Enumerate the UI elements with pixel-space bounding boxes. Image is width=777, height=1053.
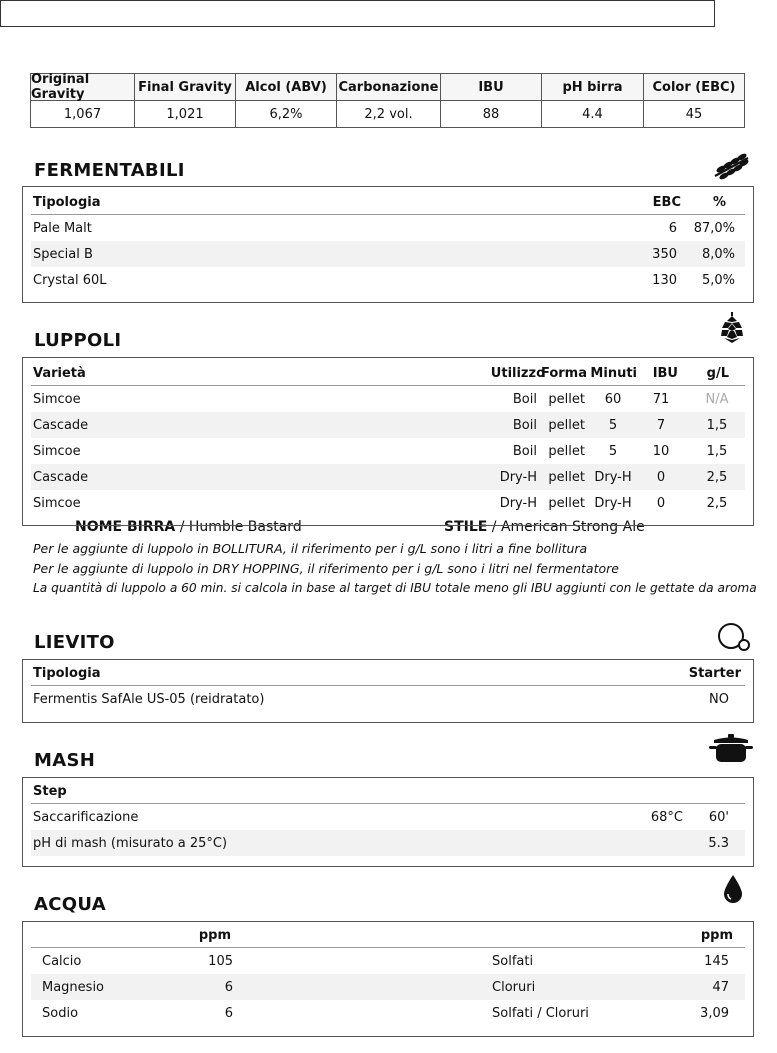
table-row [31,438,745,464]
table-row [31,1000,745,1026]
hop-form: pellet [548,469,585,485]
hop-icon [718,310,746,344]
stat-value: 2,2 vol. [364,106,413,122]
col-header-ppm-right: ppm [700,928,733,943]
stat-label: Original Gravity [31,74,134,101]
col-header-step: Step [33,784,67,799]
hop-name: Simcoe [33,391,81,407]
table-row [31,215,745,241]
table-row [31,948,745,974]
water-ion-name: Solfati / Cloruri [492,1005,589,1021]
stat-abv [236,74,337,127]
lievito-table [22,659,754,723]
stat-value: 88 [482,106,500,122]
yeast-icon [716,621,752,653]
hop-use: Boil [512,443,537,459]
malt-name: Special B [33,246,93,262]
hop-minutes: 5 [608,443,618,459]
table-row [31,241,745,267]
mash-step-time: 60' [708,809,729,825]
water-ion-value: 145 [704,953,729,969]
stat-label: Alcol (ABV) [236,74,336,101]
water-ion-value: 6 [224,979,233,995]
col-header-gl: g/L [706,365,729,381]
malt-pct: 5,0% [701,272,735,288]
mash-step-time: 5.3 [708,835,729,851]
table-row [31,267,745,293]
malt-pct: 8,0% [701,246,735,262]
col-header-minuti: Minuti [590,365,637,381]
stat-color [644,74,744,127]
hop-gl: 2,5 [706,469,728,485]
table-header [31,191,745,215]
col-header-ebc: EBC [652,195,681,210]
hop-minutes: 5 [608,417,618,433]
hop-minutes: 60 [604,391,622,407]
hop-ibu: 71 [652,391,670,407]
hop-use: Dry-H [499,469,537,485]
hop-note-boil: Per le aggiunte di luppolo in BOLLITURA, il riferimento per i g/L sono i litri a fine bollitura [33,541,588,556]
malt-name: Crystal 60L [33,272,107,288]
pot-icon [708,732,754,766]
wheat-icon [712,150,752,182]
mash-step-name: Saccarificazione [33,809,139,825]
table-header [31,662,745,686]
table-row [31,490,745,516]
hop-name: Simcoe [33,495,81,511]
luppoli-table [22,357,754,526]
fermentabili-table [22,186,754,303]
hop-gl: 1,5 [706,443,728,459]
stat-label: Carbonazione [337,74,440,101]
beer-name [75,0,302,1053]
malt-ebc: 350 [652,246,677,262]
beer-style [444,0,645,1053]
mash-step-name: pH di mash (misurato a 25°C) [33,835,228,851]
stat-carbonation [337,74,441,127]
hop-ibu: 0 [656,469,666,485]
water-ion-name: Solfati [492,953,534,969]
table-row [31,386,745,412]
section-title-mash: MASH [34,750,96,771]
col-header-starter: Starter [688,666,741,681]
stat-label: IBU [441,74,541,101]
table-row [31,830,745,856]
hop-form: pellet [548,417,585,433]
water-ion-name: Magnesio [42,979,105,995]
water-drop-icon [722,873,744,905]
hop-ibu: 7 [656,417,666,433]
beer-name-value: / Humble Bastard [175,518,302,535]
malt-pct: 87,0% [693,220,735,236]
hop-form: pellet [548,495,585,511]
section-title-fermentabili: FERMENTABILI [34,160,185,181]
stat-value: 4.4 [582,106,603,122]
stat-value: 1,067 [63,106,102,122]
yeast-name: Fermentis SafAle US-05 (reidratato) [33,691,265,707]
stat-value: 6,2% [269,106,303,122]
col-header-varieta: Varietà [33,365,86,381]
hop-ibu: 10 [652,443,670,459]
stat-ibu [441,74,542,127]
hop-minutes: Dry-H [594,469,632,485]
beer-style-label: STILE [444,518,488,535]
yeast-starter: NO [709,691,729,707]
table-row [31,974,745,1000]
hop-note-60min: La quantità di luppolo a 60 min. si calcola in base al target di IBU totale meno gli IBU aggiunti con le gettate da aroma [33,581,757,595]
hop-use: Dry-H [499,495,537,511]
col-header-ppm-left: ppm [198,928,231,943]
stat-label: Final Gravity [135,74,235,101]
col-header-utilizzo: Utilizzo [490,365,545,381]
stat-label: Color (EBC) [644,74,744,101]
stat-fg [135,74,236,127]
water-ion-value: 47 [712,979,729,995]
hop-gl: N/A [705,391,729,407]
table-header [31,780,745,804]
stat-value: 1,021 [166,106,204,122]
table-row [31,464,745,490]
col-header-ibu: IBU [652,365,678,381]
malt-name: Pale Malt [33,220,92,236]
beer-style-value: / American Strong Ale [487,518,645,535]
mash-step-temp: 68°C [650,809,683,825]
col-header-forma: Forma [540,365,587,381]
col-header-pct: % [712,195,726,210]
hop-use: Boil [512,391,537,407]
hop-form: pellet [548,391,585,407]
water-ion-value: 6 [224,1005,233,1021]
hop-name: Cascade [33,417,89,433]
beer-name-label: NOME BIRRA [75,518,176,535]
water-ion-name: Sodio [42,1005,79,1021]
mash-table [22,777,754,867]
hop-gl: 1,5 [706,417,728,433]
water-ion-name: Calcio [42,953,82,969]
stat-label: pH birra [542,74,643,101]
water-ion-name: Cloruri [492,979,536,995]
table-row [31,686,745,712]
hop-minutes: Dry-H [594,495,632,511]
malt-ebc: 6 [668,220,677,236]
col-header-tipologia: Tipologia [33,666,101,681]
table-header [31,361,745,386]
hop-name: Simcoe [33,443,81,459]
section-title-lievito: LIEVITO [34,632,115,653]
stat-value: 45 [685,106,703,122]
water-ion-value: 105 [208,953,233,969]
hop-form: pellet [548,443,585,459]
hop-use: Boil [512,417,537,433]
section-title-acqua: ACQUA [34,894,106,915]
water-ion-value: 3,09 [700,1005,729,1021]
stats-table [30,73,745,128]
table-row [31,804,745,830]
hop-note-dry-hopping: Per le aggiunte di luppolo in DRY HOPPING, il riferimento per i g/L sono i litri nel fermentatore [33,561,619,576]
stat-ph [542,74,644,127]
table-header [31,924,745,948]
acqua-table [22,921,754,1037]
section-title-luppoli: LUPPOLI [34,330,122,351]
hop-gl: 2,5 [706,495,728,511]
col-header-tipologia: Tipologia [33,195,101,210]
hop-name: Cascade [33,469,89,485]
hop-ibu: 0 [656,495,666,511]
stat-og [31,74,135,127]
malt-ebc: 130 [652,272,677,288]
table-row [31,412,745,438]
